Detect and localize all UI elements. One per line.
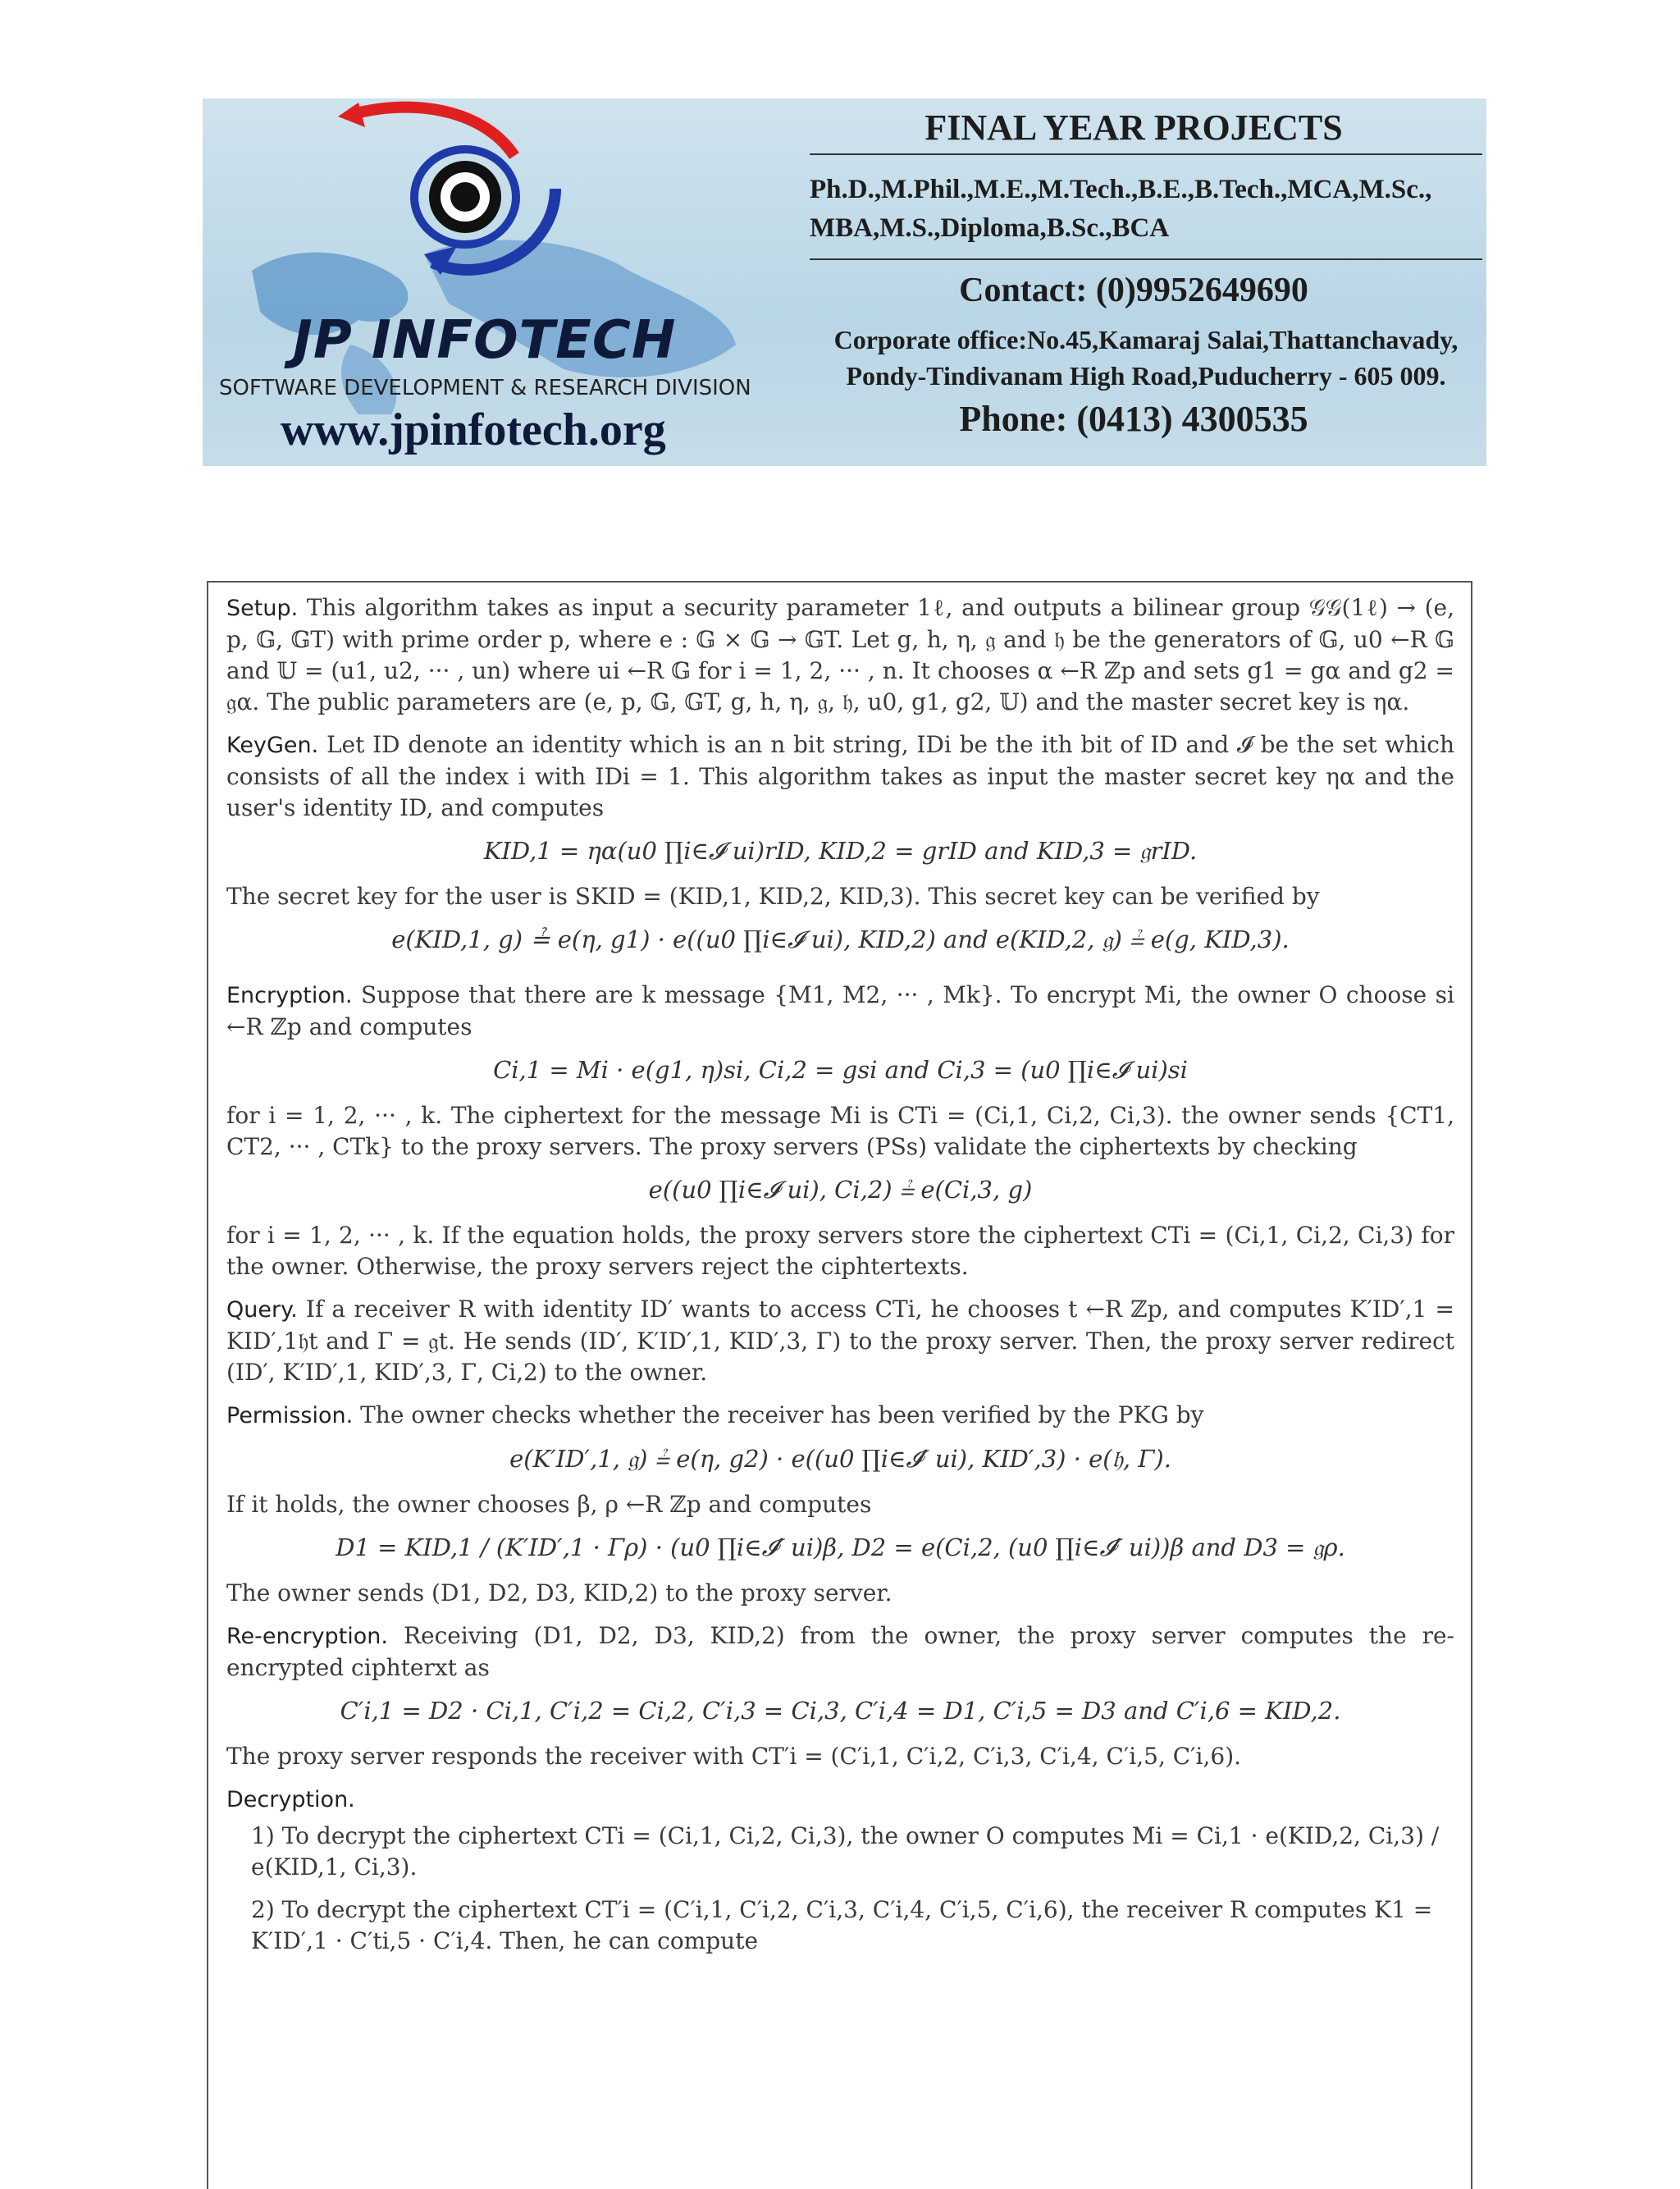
- reencryption-text-2: The proxy server responds the receiver with CT′i = (C′i,1, C′i,2, C′i,3, C′i,4, C′i,5, C′i,6).: [226, 1743, 1242, 1770]
- decryption-heading: Decryption.: [226, 1787, 355, 1812]
- office-address: [810, 322, 1482, 394]
- permission-text-3: The owner sends (D1, D2, D3, KID,2) to the proxy server.: [226, 1579, 892, 1606]
- banner-divider: [810, 258, 1482, 260]
- office-line-1: Corporate office:No.45,Kamaraj Salai,Thattanchavady,: [833, 325, 1459, 354]
- encryption-equation-1: Ci,1 = Mi · e(g1, η)si, Ci,2 = gsi and Ci,3 = (u0 ∏i∈𝓘 ui)si: [493, 1056, 1188, 1084]
- decryption-list: [226, 1821, 1454, 1957]
- brand-name: JP INFOTECH: [293, 310, 677, 371]
- setup-paragraph: [226, 592, 1454, 718]
- company-logo-icon: [334, 98, 580, 304]
- query-text: If a receiver R with identity ID′ wants to access CTi, he chooses t ←R ℤp, and computes K′ID′,1 = KID′,1𝔥t and Γ = 𝔤t. He sends (ID′, K′ID′,1, KID′,3, Γ) to the proxy server. Then, the proxy server redirect (ID′, K′ID′,1, KID′,3, Γ, Ci,2) to the owner.: [226, 1296, 1454, 1386]
- permission-text-2: If it holds, the owner chooses β, ρ ←R ℤp and computes: [226, 1491, 872, 1518]
- setup-text: This algorithm takes as input a security parameter 1ℓ, and outputs a bilinear group 𝒢𝒢(1ℓ) → (e, p, 𝔾, 𝔾T) with prime order p, where e : 𝔾 × 𝔾 → 𝔾T. Let g, h, η, 𝔤 and 𝔥 be the generators of 𝔾, u0 ←R 𝔾 and 𝕌 = (u1, u2, ··· , un) where ui ←R 𝔾 for i = 1, 2, ··· , n. It chooses α ←R ℤp and sets g1 = gα and g2 = 𝔤α. The public parameters are (e, p, 𝔾, 𝔾T, g, h, η, 𝔤, 𝔥, u0, g1, g2, 𝕌) and the master secret key is ηα.: [226, 594, 1454, 715]
- banner-divider: [810, 153, 1482, 155]
- encryption-text-3: for i = 1, 2, ··· , k. If the equation holds, the proxy servers store the ciphertext CTi = (Ci,1, Ci,2, Ci,3) for the owner. Otherwise, the proxy servers reject the ciphtertexts.: [226, 1222, 1454, 1280]
- degrees-line-1: Ph.D.,M.Phil.,M.E.,M.Tech.,B.E.,B.Tech.,MCA,M.Sc.,: [810, 175, 1432, 204]
- keygen-equation-2: e(KID,1, g) ≟ e(η, g1) · e((u0 ∏i∈𝓘 ui), KID,2) and e(KID,2, 𝔤) ≟ e(g, KID,3).: [391, 925, 1290, 953]
- setup-heading: Setup.: [226, 596, 299, 621]
- paper-excerpt: [207, 581, 1472, 2189]
- decryption-item-1: 1) To decrypt the ciphertext CTi = (Ci,1, Ci,2, Ci,3), the owner O computes Mi = Ci,1 · e(KID,2, Ci,3) / e(KID,1, Ci,3).: [251, 1822, 1440, 1881]
- decryption-item-2: 2) To decrypt the ciphertext CT′i = (C′i,1, C′i,2, C′i,3, C′i,4, C′i,5, C′i,6), the receiver R computes K1 = K′ID′,1 · C′ti,5 · C′i,4. Then, he can compute: [251, 1896, 1433, 1954]
- reencryption-paragraph: [226, 1620, 1454, 1684]
- keygen-paragraph: [226, 729, 1454, 824]
- reencryption-heading: Re-encryption.: [226, 1624, 388, 1649]
- permission-heading: Permission.: [226, 1403, 354, 1428]
- phone-number: Phone: (0413) 4300535: [959, 399, 1308, 439]
- header-banner: [203, 98, 1486, 466]
- paper-content: [226, 592, 1454, 1968]
- keygen-equation-1: KID,1 = ηα(u0 ∏i∈𝓘 ui)rID, KID,2 = grID and KID,3 = 𝔤rID.: [483, 837, 1198, 865]
- reencryption-text: Receiving (D1, D2, D3, KID,2) from the owner, the proxy server computes the re-encrypted ciphterxt as: [226, 1622, 1454, 1681]
- contact-number: Contact: (0)9952649690: [959, 272, 1308, 309]
- permission-equation-1: e(K′ID′,1, 𝔤) ≟ e(η, g2) · e((u0 ∏i∈𝓘′ ui), KID′,3) · e(𝔥, Γ).: [509, 1445, 1171, 1473]
- website-link[interactable]: www.jpinfotech.org: [281, 404, 666, 455]
- query-heading: Query.: [226, 1297, 298, 1323]
- query-paragraph: [226, 1294, 1454, 1388]
- banner-info: [810, 98, 1486, 466]
- degrees-list: [810, 171, 1466, 248]
- permission-paragraph: [226, 1400, 1454, 1432]
- decryption-paragraph: [226, 1784, 1454, 1816]
- brand-subtitle: SOFTWARE DEVELOPMENT & RESEARCH DIVISION: [219, 376, 751, 400]
- keygen-heading: KeyGen.: [226, 733, 319, 758]
- encryption-equation-2: e((u0 ∏i∈𝓘 ui), Ci,2) ≟ e(Ci,3, g): [648, 1176, 1033, 1204]
- encryption-paragraph: [226, 980, 1454, 1043]
- keygen-text: Let ID denote an identity which is an n bit string, IDi be the ith bit of ID and 𝓘 be the set which consists of all the index i with IDi = 1. This algorithm takes as input the master secret key ηα and the user's identity ID, and computes: [226, 731, 1454, 821]
- encryption-text-2: for i = 1, 2, ··· , k. The ciphertext for the message Mi is CTi = (Ci,1, Ci,2, Ci,3). the owner sends {CT1, CT2, ··· , CTk} to the proxy servers. The proxy servers (PSs) validate the ciphertexts by checking: [226, 1102, 1454, 1160]
- degrees-line-2: MBA,M.S.,Diploma,B.Sc.,BCA: [810, 213, 1170, 243]
- encryption-text: Suppose that there are k message {M1, M2, ··· , Mk}. To encrypt Mi, the owner O choose si ←R ℤp and computes: [226, 981, 1455, 1040]
- office-line-2: Pondy-Tindivanam High Road,Puducherry - 605 009.: [846, 361, 1446, 391]
- encryption-heading: Encryption.: [226, 983, 353, 1008]
- permission-text: The owner checks whether the receiver has been verified by the PKG by: [360, 1401, 1204, 1428]
- permission-equation-2: D1 = KID,1 / (K′ID′,1 · Γρ) · (u0 ∏i∈𝓘′ ui)β, D2 = e(Ci,2, (u0 ∏i∈𝓘′ ui))β and D3 = 𝔤ρ.: [336, 1533, 1345, 1561]
- keygen-text-2: The secret key for the user is SKID = (KID,1, KID,2, KID,3). This secret key can be verified by: [226, 883, 1320, 910]
- reencryption-equation: C′i,1 = D2 · Ci,1, C′i,2 = Ci,2, C′i,3 = Ci,3, C′i,4 = D1, C′i,5 = D3 and C′i,6 = KID,2.: [340, 1697, 1341, 1725]
- banner-title: FINAL YEAR PROJECTS: [924, 107, 1343, 148]
